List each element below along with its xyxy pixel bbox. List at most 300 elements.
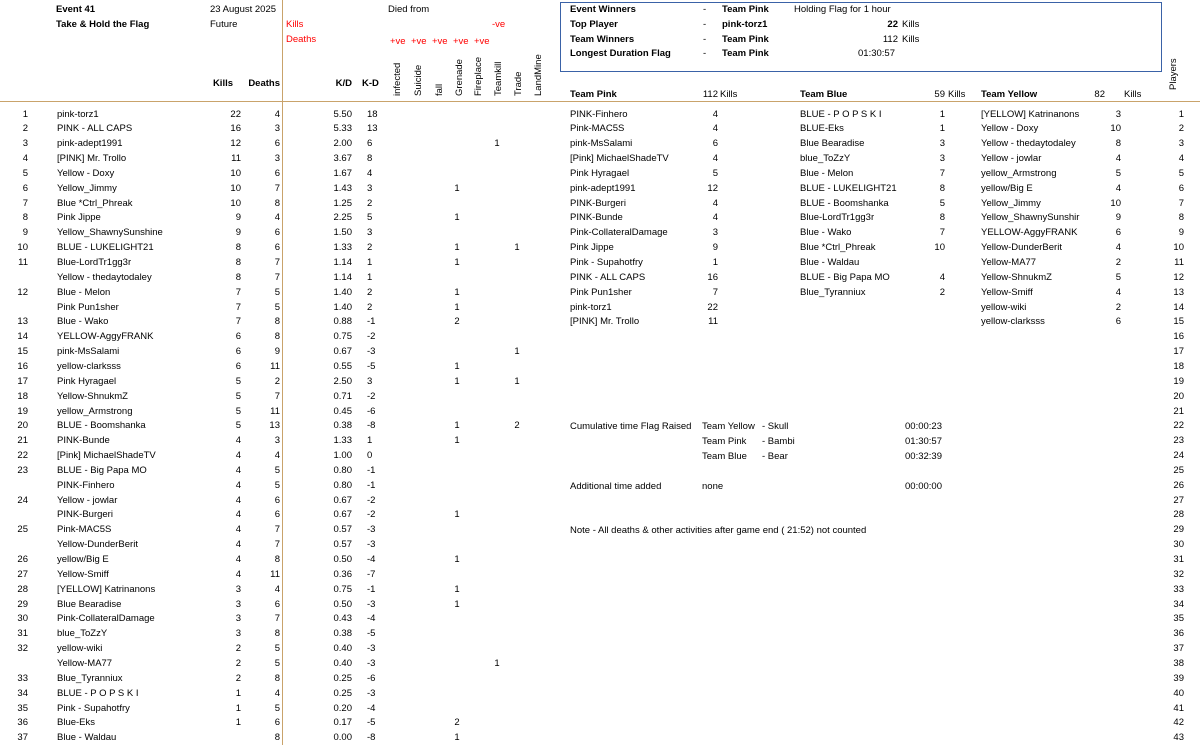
- team-pink-member: Pink - Supahotfry: [570, 257, 643, 268]
- player-kd: 0.20: [333, 702, 352, 714]
- player-name: pink-torz1: [57, 108, 99, 120]
- player-deaths: 7: [274, 539, 280, 551]
- event-date: 23 August 2025: [210, 4, 277, 15]
- cause-fireplace-header: Fireplace: [473, 56, 484, 96]
- player-kd: 1.00: [333, 450, 352, 462]
- column-divider: [282, 0, 283, 745]
- player-grenade: 1: [454, 286, 460, 298]
- player-name: Pink-CollateralDamage: [57, 613, 155, 625]
- player-rank: 31: [17, 628, 28, 640]
- player-name: PINK - ALL CAPS: [57, 123, 133, 135]
- positive-label: +ve: [432, 36, 448, 47]
- team-pink-kills: 3: [712, 227, 718, 239]
- player-kd: 1.67: [333, 167, 352, 179]
- player-count: 2: [1178, 123, 1184, 135]
- player-kills: 4: [235, 509, 241, 521]
- team-pink-member: PINK-Burgeri: [570, 197, 626, 209]
- player-kd: 5.50: [333, 108, 352, 120]
- team-pink-kills: 4: [712, 123, 718, 135]
- flag-time: 00:32:39: [905, 451, 942, 462]
- player-kd: 1.40: [333, 286, 352, 298]
- team-yellow-kills: 5: [1115, 167, 1121, 179]
- player-kd: 0.50: [333, 598, 352, 610]
- player-kd: 0.71: [333, 390, 352, 402]
- winners-value: Team Pink: [722, 34, 769, 45]
- player-kd: 0.36: [333, 568, 352, 580]
- team-pink-member: PINK-Bunde: [570, 212, 623, 224]
- player-kmd: 2: [367, 286, 373, 298]
- player-kd: 1.25: [333, 197, 352, 209]
- player-rank: 3: [22, 138, 28, 150]
- player-kd: 0.55: [333, 360, 352, 372]
- player-kills: 7: [235, 301, 241, 313]
- player-kd: 1.33: [333, 242, 352, 254]
- player-rank: 15: [17, 346, 28, 358]
- player-deaths: 7: [274, 271, 280, 283]
- player-kills: 1: [235, 717, 241, 729]
- team-blue-member: blue_ToZzY: [800, 153, 851, 165]
- player-deaths: 3: [274, 435, 280, 447]
- flag-time: 01:30:57: [905, 436, 942, 447]
- player-kmd: -7: [367, 568, 376, 580]
- died-from-label: Died from: [388, 4, 430, 15]
- player-kills: 6: [235, 346, 241, 358]
- cause-fall-header: fall: [434, 83, 445, 96]
- player-kmd: -2: [367, 331, 376, 343]
- player-kmd: -5: [367, 628, 376, 640]
- team-blue-kills: 3: [939, 153, 945, 165]
- player-kills: 4: [235, 539, 241, 551]
- kd-header: K/D: [335, 78, 352, 89]
- player-kmd: 2: [367, 301, 373, 313]
- player-count: 41: [1173, 702, 1184, 714]
- player-rank: 22: [17, 450, 28, 462]
- player-kd: 1.40: [333, 301, 352, 313]
- player-deaths: 11: [270, 360, 280, 372]
- player-kmd: -4: [367, 702, 376, 714]
- player-kmd: 1: [367, 435, 373, 447]
- player-kmd: -6: [367, 405, 376, 417]
- player-deaths: 5: [274, 464, 280, 476]
- player-kmd: -3: [367, 539, 376, 551]
- player-kd: 0.25: [333, 687, 352, 699]
- player-kd: 0.25: [333, 672, 352, 684]
- player-deaths: 8: [274, 197, 280, 209]
- player-kmd: 13: [367, 123, 378, 135]
- player-rank: 12: [17, 286, 28, 298]
- player-rank: 32: [17, 643, 28, 655]
- player-rank: 2: [22, 123, 28, 135]
- player-count: 42: [1173, 717, 1184, 729]
- player-count: 43: [1173, 732, 1184, 744]
- team-yellow-kills: 4: [1115, 153, 1121, 165]
- player-rank: 20: [17, 420, 28, 432]
- deaths-red-label: Deaths: [286, 34, 317, 45]
- player-kills: 2: [235, 657, 241, 669]
- kills-red-label: Kills: [286, 19, 304, 30]
- player-count: 16: [1173, 331, 1184, 343]
- winners-unit: Kills: [902, 19, 920, 30]
- player-grenade: 1: [454, 212, 460, 224]
- player-count: 12: [1173, 271, 1184, 283]
- player-kmd: 5: [367, 212, 373, 224]
- player-kills: 8: [235, 271, 241, 283]
- player-kd: 0.38: [333, 420, 352, 432]
- team-pink-kills: 4: [712, 212, 718, 224]
- cause-suicide-header: Suicide: [413, 64, 424, 96]
- player-rank: 5: [22, 167, 28, 179]
- player-kmd: -1: [367, 316, 376, 328]
- player-deaths: 8: [274, 316, 280, 328]
- player-deaths: 6: [274, 167, 280, 179]
- player-kills: 4: [235, 464, 241, 476]
- team-yellow-kills: 5: [1115, 271, 1121, 283]
- winners-value: pink-torz1: [722, 19, 768, 30]
- player-rank: 17: [17, 375, 28, 387]
- player-name: Yellow_ShawnySunshine: [57, 227, 163, 239]
- team-pink-total: 112: [702, 89, 718, 100]
- player-deaths: 8: [274, 732, 280, 744]
- player-count: 40: [1173, 687, 1184, 699]
- player-name: BLUE - Boomshanka: [57, 420, 146, 432]
- team-blue-member: BLUE - P O P S K I: [800, 108, 882, 120]
- player-rank: 28: [17, 583, 28, 595]
- team-blue-member: Blue_Tyranniux: [800, 286, 866, 298]
- player-name: Blue Bearadise: [57, 598, 122, 610]
- flag-team: Team Pink: [702, 436, 747, 447]
- player-kills: 10: [230, 167, 241, 179]
- team-pink-kills: 6: [712, 138, 718, 150]
- players-header: Players: [1168, 58, 1179, 90]
- team-yellow-member: Yellow - jowlar: [981, 153, 1042, 165]
- player-kmd: -3: [367, 657, 376, 669]
- player-name: PINK-Burgeri: [57, 509, 113, 521]
- player-kd: 5.33: [333, 123, 352, 135]
- player-name: Pink Jippe: [57, 212, 101, 224]
- team-blue-member: BLUE - Big Papa MO: [800, 271, 890, 283]
- player-grenade: 1: [454, 420, 460, 432]
- flag-animal: - Bear: [762, 451, 788, 462]
- team-pink-kills: 11: [708, 316, 718, 328]
- team-yellow-kills: 4: [1115, 242, 1121, 254]
- winners-extra: Holding Flag for 1 hour: [794, 4, 891, 15]
- player-grenade: 1: [454, 360, 460, 372]
- player-deaths: 8: [274, 554, 280, 565]
- player-kd: 2.00: [333, 138, 352, 150]
- player-kills: 2: [235, 672, 241, 684]
- player-grenade: 1: [454, 242, 460, 254]
- player-deaths: 4: [274, 583, 280, 595]
- player-count: 23: [1173, 435, 1184, 447]
- team-yellow-kills: 6: [1115, 316, 1121, 328]
- player-deaths: 8: [274, 628, 280, 640]
- player-count: 26: [1173, 479, 1184, 491]
- player-kills: 12: [230, 138, 241, 150]
- player-count: 18: [1173, 360, 1184, 372]
- flag-time-label: Cumulative time Flag Raised: [570, 421, 692, 432]
- team-pink-kills: 1: [712, 257, 718, 268]
- player-kd: 0.80: [333, 479, 352, 491]
- player-name: YELLOW-AggyFRANK: [57, 331, 154, 343]
- player-kills: 3: [235, 598, 241, 610]
- team-blue-kills: 1: [939, 123, 945, 135]
- player-kd: 0.00: [333, 732, 352, 744]
- player-kmd: -2: [367, 390, 376, 402]
- player-kmd: 0: [367, 450, 373, 462]
- team-blue-kills: 7: [939, 167, 945, 179]
- flag-time: 00:00:23: [905, 421, 942, 432]
- player-rank: 19: [17, 405, 28, 417]
- team-yellow-member: Yellow - Doxy: [981, 123, 1039, 135]
- player-kmd: 8: [367, 153, 373, 165]
- positive-label: +ve: [474, 36, 490, 47]
- player-kd: 0.45: [333, 405, 352, 417]
- player-kills: 8: [235, 242, 241, 254]
- player-deaths: 7: [274, 182, 280, 194]
- player-deaths: 6: [274, 138, 280, 150]
- flag-animal: - Bambi: [762, 436, 795, 447]
- player-kills: 4: [235, 494, 241, 506]
- player-deaths: 9: [274, 346, 280, 358]
- player-rank: 30: [17, 613, 28, 625]
- player-count: 36: [1173, 628, 1184, 640]
- added-time-value: none: [702, 481, 724, 492]
- player-count: 33: [1173, 583, 1184, 595]
- player-grenade: 1: [454, 301, 460, 313]
- player-kills: 5: [235, 390, 241, 402]
- player-kills: 10: [230, 197, 241, 209]
- team-pink-kills: 4: [712, 197, 718, 209]
- team-blue-kills: 8: [939, 212, 945, 224]
- player-rank: 1: [22, 108, 28, 120]
- team-blue-member: Blue - Wako: [800, 227, 852, 239]
- player-deaths: 13: [269, 420, 280, 432]
- team-yellow-kills: 10: [1110, 123, 1121, 135]
- team-yellow-member: Yellow-MA77: [981, 257, 1037, 268]
- player-kd: 1.43: [333, 182, 352, 194]
- winners-label: Team Winners: [570, 34, 635, 45]
- team-pink-member: [PINK] Mr. Trollo: [570, 316, 640, 328]
- team-pink-member: PINK-Finhero: [570, 108, 628, 120]
- player-name: Yellow-DunderBerit: [57, 539, 138, 551]
- flag-animal: - Skull: [762, 421, 789, 432]
- player-deaths: 7: [274, 390, 280, 402]
- player-name: Blue - Melon: [57, 286, 111, 298]
- player-kd: 1.50: [333, 227, 352, 239]
- team-yellow-kills: 8: [1115, 138, 1121, 150]
- player-count: 8: [1178, 212, 1184, 224]
- player-kmd: -5: [367, 717, 376, 729]
- player-kmd: -3: [367, 687, 376, 699]
- team-blue-kills: 8: [939, 182, 945, 194]
- player-deaths: 4: [274, 450, 280, 462]
- player-name: Pink Pun1sher: [57, 301, 119, 313]
- player-kills: 5: [235, 405, 241, 417]
- cause-trade-header: Trade: [513, 71, 524, 96]
- team-pink-member: pink-torz1: [570, 301, 612, 313]
- team-yellow-kills: 6: [1115, 227, 1121, 239]
- player-count: 25: [1173, 464, 1184, 476]
- team-pink-member: pink-MsSalami: [570, 138, 633, 150]
- player-deaths: 2: [274, 375, 280, 387]
- player-grenade: 1: [454, 732, 460, 744]
- player-kmd: -8: [367, 732, 376, 744]
- team-blue-member: BLUE - LUKELIGHT21: [800, 182, 897, 194]
- player-grenade: 1: [454, 554, 460, 565]
- player-kills: 1: [235, 702, 241, 714]
- player-kills: 6: [235, 331, 241, 343]
- player-name: PINK-Finhero: [57, 479, 115, 491]
- player-trade: 1: [514, 375, 520, 387]
- player-rank: 26: [17, 554, 28, 565]
- player-name: Blue-Eks: [57, 717, 96, 729]
- team-blue-member: Blue-LordTr1gg3r: [800, 212, 875, 224]
- player-kmd: -1: [367, 479, 376, 491]
- player-kd: 3.67: [333, 153, 352, 165]
- team-yellow-member: Yellow-DunderBerit: [981, 242, 1062, 254]
- team-blue-unit: Kills: [948, 89, 966, 100]
- player-teamkill: 1: [494, 657, 500, 669]
- team-blue-member: BLUE - Boomshanka: [800, 197, 889, 209]
- player-name: Yellow - Doxy: [57, 167, 115, 179]
- player-deaths: 4: [274, 687, 280, 699]
- player-name: Yellow-MA77: [57, 657, 113, 669]
- player-deaths: 7: [274, 524, 280, 536]
- team-yellow-total: 82: [1094, 89, 1105, 100]
- player-deaths: 3: [274, 153, 280, 165]
- player-count: 30: [1173, 539, 1184, 551]
- player-trade: 1: [514, 346, 520, 358]
- player-teamkill: 1: [494, 138, 500, 150]
- player-kmd: -4: [367, 554, 376, 565]
- player-kills: 4: [235, 524, 241, 536]
- player-kmd: 1: [367, 271, 373, 283]
- player-count: 19: [1173, 375, 1184, 387]
- player-name: Yellow-ShnukmZ: [57, 390, 128, 402]
- team-blue-kills: 4: [939, 271, 945, 283]
- team-yellow-member: YELLOW-AggyFRANK: [981, 227, 1078, 239]
- player-kmd: 6: [367, 138, 373, 150]
- player-kd: 0.75: [333, 583, 352, 595]
- player-kills: 4: [235, 435, 241, 447]
- team-pink-kills: 9: [712, 242, 718, 254]
- player-count: 27: [1173, 494, 1184, 506]
- player-deaths: 5: [274, 301, 280, 313]
- player-kills: 8: [235, 257, 241, 268]
- team-pink-kills: 16: [707, 271, 718, 283]
- team-blue-kills: 5: [939, 197, 945, 209]
- winners-unit: Kills: [902, 34, 920, 45]
- team-pink-member: pink-adept1991: [570, 182, 636, 194]
- player-count: 14: [1173, 301, 1184, 313]
- team-pink-kills: 22: [707, 301, 718, 313]
- player-grenade: 1: [454, 435, 460, 447]
- player-name: Yellow-Smiff: [57, 568, 109, 580]
- positive-label: +ve: [453, 36, 469, 47]
- player-name: PINK-Bunde: [57, 435, 110, 447]
- team-pink-member: Pink Hyragael: [570, 167, 630, 179]
- team-pink-title: Team Pink: [570, 89, 617, 100]
- player-kills: 5: [235, 420, 241, 432]
- player-rank: 10: [17, 242, 28, 254]
- team-blue-member: Blue - Melon: [800, 167, 854, 179]
- player-kd: 0.88: [333, 316, 352, 328]
- player-kmd: 2: [367, 242, 373, 254]
- team-blue-kills: 3: [939, 138, 945, 150]
- player-kmd: -6: [367, 672, 376, 684]
- added-time-time: 00:00:00: [905, 481, 942, 492]
- player-rank: 13: [17, 316, 28, 328]
- winners-label: Longest Duration Flag: [570, 48, 671, 59]
- player-kd: 0.67: [333, 346, 352, 358]
- cause-grenade-header: Grenade: [454, 59, 465, 96]
- team-blue-kills: 10: [934, 242, 945, 254]
- player-kd: 0.50: [333, 554, 352, 565]
- team-yellow-member: yellow_Armstrong: [981, 167, 1057, 179]
- event-mode: Take & Hold the Flag: [56, 19, 150, 30]
- player-kills: 9: [235, 227, 241, 239]
- flag-team: Team Blue: [702, 451, 747, 462]
- player-name: Yellow - thedaytodaley: [57, 271, 152, 283]
- player-kmd: 4: [367, 167, 373, 179]
- player-name: yellow-wiki: [57, 643, 103, 655]
- team-yellow-kills: 3: [1115, 108, 1121, 120]
- player-kills: 2: [235, 643, 241, 655]
- player-grenade: 1: [454, 598, 460, 610]
- team-pink-kills: 7: [712, 286, 718, 298]
- team-pink-member: [Pink] MichaelShadeTV: [570, 153, 669, 165]
- winners-dash: -: [703, 4, 707, 15]
- team-pink-kills: 4: [712, 153, 718, 165]
- player-kd: 0.40: [333, 643, 352, 655]
- player-deaths: 5: [274, 657, 280, 669]
- player-deaths: 6: [274, 509, 280, 521]
- player-count: 13: [1173, 286, 1184, 298]
- team-pink-kills: 4: [712, 108, 718, 120]
- player-rank: 27: [17, 568, 28, 580]
- player-name: blue_ToZzY: [57, 628, 108, 640]
- player-kd: 2.25: [333, 212, 352, 224]
- team-yellow-kills: 2: [1115, 301, 1121, 313]
- player-count: 11: [1174, 257, 1184, 268]
- player-kd: 0.57: [333, 539, 352, 551]
- team-blue-kills: 2: [939, 286, 945, 298]
- winners-dash: -: [703, 48, 707, 59]
- player-deaths: 3: [274, 123, 280, 135]
- player-rank: 37: [17, 732, 28, 744]
- player-kills: 4: [235, 568, 241, 580]
- player-count: 20: [1173, 390, 1184, 402]
- player-count: 7: [1178, 197, 1184, 209]
- team-blue-total: 59: [934, 89, 945, 100]
- player-count: 34: [1173, 598, 1184, 610]
- player-name: Blue - Wako: [57, 316, 109, 328]
- winners-label: Event Winners: [570, 4, 636, 15]
- player-kmd: 2: [367, 197, 373, 209]
- player-kd: 1.14: [333, 257, 352, 268]
- kmd-header: K-D: [362, 78, 379, 89]
- player-kills: 5: [235, 375, 241, 387]
- player-kd: 0.80: [333, 464, 352, 476]
- winners-value: Team Pink: [722, 4, 769, 15]
- player-name: BLUE - P O P S K I: [57, 687, 139, 699]
- player-grenade: 1: [454, 509, 460, 521]
- player-rank: 36: [17, 717, 28, 729]
- player-count: 28: [1173, 509, 1184, 521]
- negative-label: -ve: [492, 19, 506, 30]
- player-deaths: 4: [274, 212, 280, 224]
- player-kills: 16: [230, 123, 241, 135]
